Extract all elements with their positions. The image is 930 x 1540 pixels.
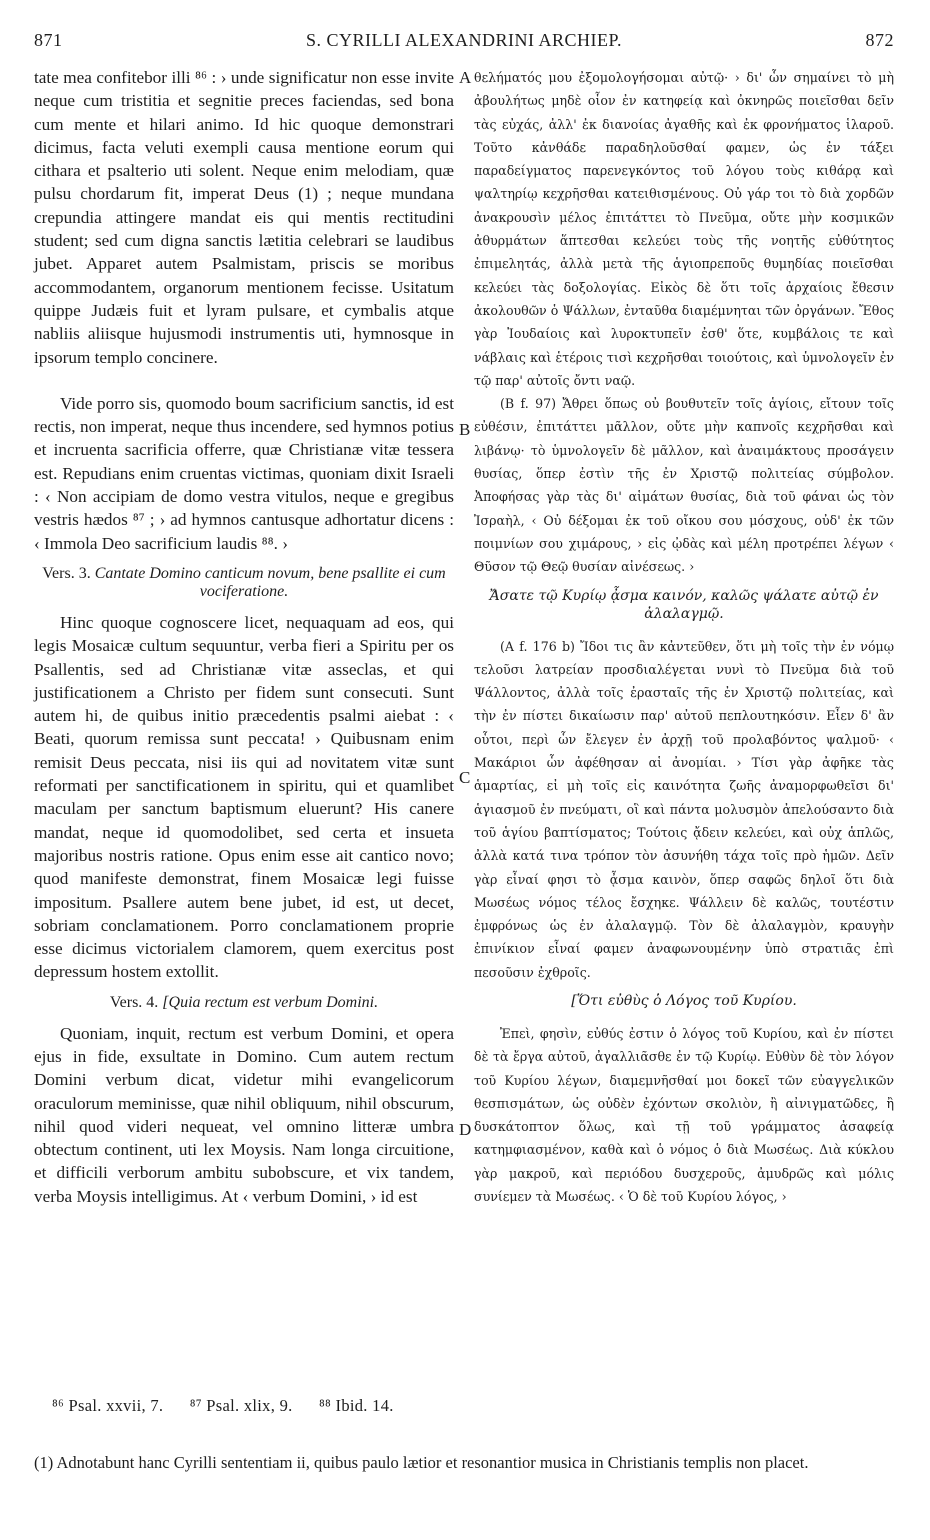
greek-paragraph-3: (A f. 176 b) Ἴδοι τις ἂν κἀντεῦθεν, ὅτι μὴ τοῖς τὴν ἐν νόμῳ τελοῦσι λατρείαν προσδιαλέγεται νυνὶ τὸ Πνεῦμα διὰ τοῦ Ψάλλοντος, ἀλλὰ τοῖς ἐρασταῖς τῆς ἐν Χριστῷ πολιτείας, καὶ τὴν ἐν πίστει δικαίωσιν παρ' αὐτοῦ πεπλουτηκόσιν. Εἶεν δ' ἂν οὗτοι, περὶ ὧν ἔλεγεν ἐν ἀρχῇ τοῦ προλαβόντος ψαλμοῦ· ‹ Μακάριοι ὧν ἀφέθησαν αἱ ἀνομίαι. › Τίσι γὰρ ἀφῆκε τὰς ἁμαρτίας, εἰ μὴ τοῖς εἰς καινότητα ζωῆς ἀναμορφωθεῖσι δι' ἁγιασμοῦ ἐν πνεύματι, οἳ καὶ πάντα μολυσμὸν ἀπελούσαντο διὰ τοῦ ἁγίου βαπτίσματος; Τούτοις ᾄδειν κελεύει, καὶ οὐχ ἁπλῶς, ἀλλὰ κατά τινα τρόπον τὸν ἀσυνήθη τάχα τοῖς πρὸ ἡμῶν. Δεῖν γὰρ εἶναί φησι τὸ ᾆσμα καινὸν, ὅπερ σαφῶς δηλοῖ ὅτι διὰ Μωσέως νόμος τέλος ἔσχηκε. Ψάλλειν δὲ καλῶς, τουτέστιν ἐμφρόνως ὡς ἐν ἀλαλαγμῷ. Τὸν δὲ ἀλαλαγμὸν, κραυγὴν ἐπινίκιον εἶναί φαμεν ἀναφωνουμένην ὑπὸ στρατιᾶς ἐπὶ πεσοῦσιν ἐχθροῖς. [474,638,894,980]
latin-paragraph-4: Quoniam, inquit, rectum est verbum Domini, et opera ejus in fide, exsultate in Domino. Cum autem rectum Domini verbum dicat, videtur mihi evangelicorum oraculorum meminisse, quæ nihil obliquum, nihil obscurum, nihil quod videri nequeat, vel omnino litteræ umbra obtectum continent, uti lex Moysis. Nam longa circuitione, et difficili verborum ambitu subobscure, et vix tandem, verba Moysis intelligimus. At ‹ verbum Domini, › id est [34,1023,454,1206]
page-number-left: 871 [34,30,63,50]
latin-column [34,66,454,1208]
greek-column [474,66,894,1208]
verse-4-text: [Quia rectum est verbum Domini. [162,993,379,1011]
latin-paragraph-1: tate mea confitebor illi ⁸⁶ : › unde significatur non esse invite neque cum tristitia et segnitie preces faciendas, sed bona cum mente et hilari animo. Id hic quoque demonstrari dicimus, facta veluti exempli causa mentione eorum qui cithara et psalterio uti solent. Neque enim melodiam, quæ pulsu chordarum fit, imperat Deus (1) ; neque mundana crepundia attingere mandat eis qui mentis rectitudini student; sed cum digna sanctis lætitia celebrari se laudibus jubet. Apparet autem Psalmistam, priscis se moribus accommodantem, organorum mentionem fecisse. Usitatum quippe Judæis fuit et lyram pulsare, et cymbalis atque nabliis aliisque hujusmodi instrumentis uti, hymnosque in ipsorum templo concinere. [34,68,454,367]
greek-paragraph-2: (B f. 97) Ἄθρει ὅπως οὐ βουθυτεῖν τοῖς ἁγίοις, εἴτουν τοῖς εὐθέσιν, ἐπιτάττει μᾶλλον, οὔτε μὴν καπνοῖς κεχρῆσθαι καὶ λιβάνῳ· τὸ ὑμνολογεῖν δὲ μᾶλλον, καὶ ἀναιμάκτους προσάγειν θυσίας, ὅπερ ἐστὶν τῆς ἐν Χριστῷ πολιτείας σύμβολον. Ἀποφήσας γὰρ τὰς δι' αἱμάτων θυσίας, διὰ τοῦ φάναι ὡς τὸν Ἰσραὴλ, ‹ Οὐ δέξομαι ἐκ τοῦ οἴκου σου μόσχους, οὐδ' ἐκ τῶν ποιμνίων σου χιμάρους, › εἰς ᾠδὰς καὶ μέλη προτρέπει λέγων ‹ Θῦσον τῷ Θεῷ θυσίαν αἰνέσεως. › [474,396,894,575]
page-number-right: 872 [865,30,894,50]
latin-paragraph-3: Hinc quoque cognoscere licet, nequaquam ad eos, qui legis Mosaicæ cultum sequuntur, verba fieri a Spiritu per os Psallentis, sed ad Christianæ vitæ asseclas, et qui justificationem a Christo per fidem sunt consecuti. Sunt autem hi, de quibus initio præcedentis psalmi aiebat : ‹ Beati, quorum remissa sunt peccata! › Quibusnam enim remisit Deus peccata, nisi iis qui ad novitatem vitæ sunt reformati per sanctificationem in spiritu, qui et quamlibet maculam per sanctum baptismum eluerunt? His canere mandat, neque id quomodolibet, sed certa et insueta majoribus nostris ratione. Opus enim esse ait cantico novo; quod manifeste demonstrat, finem Mosaicæ legi fuisse impositum. Psallere autem bene jubet, id est, ut decet, sobriam conclamationem. Porro conclamationem proprie esse dicimus victorialem clamorem, quem exercitus post depressum hostem extollit. [34,612,454,982]
verse-4-heading [34,994,454,1012]
margin-marker-a: A [459,68,472,87]
footnote-87: ⁸⁷ Psal. xlix, 9. [189,1396,293,1415]
greek-verse-3-heading: Ἄσατε τῷ Κυρίῳ ᾆσμα καινόν, καλῶς ψάλατε αὐτῷ ἐν ἀλαλαγμῷ. [489,587,879,622]
margin-marker-b: B [459,420,471,439]
footnote-88: ⁸⁸ Ibid. 14. [319,1396,394,1415]
running-header [34,30,894,58]
verse-3-label: Vers. 3. [42,564,91,582]
footnote-references [52,1396,416,1416]
greek-paragraph-1: θελήματός μου ἐξομολογήσομαι αὐτῷ· › δι' ὧν σημαίνει τὸ μὴ ἀβουλήτως μηδὲ οἷον ἐν κατηφείᾳ καὶ ὀκνηρῶς ποιεῖσθαι δεῖν τὰς εὐχάς, ἀλλ' ἐκ διανοίας ἀγαθῆς καὶ ἐκ φρονήματος ἱλαροῦ. Τοῦτο κἀνθάδε παραδηλοῦσθαί φαμεν, ὡς ἐν τάξει παραδείγματος παρενεγκόντος τοῦ λόγου τοὺς κιθάρᾳ καὶ ψαλτηρίῳ κεχρῆσθαι κατειθισμένους. Οὐ γάρ τοι τὸ διὰ χορδῶν ἀνακρουσὶν μέλος ἐπιτάττει τὸ Πνεῦμα, οὔτε μὴν κοσμικῶν ἀθυρμάτων ἅπτεσθαι κελεύει τοὺς τῆς νοητῆς εὐθύτητος ἐπιμελητάς, ἀλλὰ μετὰ τῆς ἁγιοπρεποῦς θυμηδίας ποιεῖσθαι κελεύει τὰς δοξολογίας. Εἰκὸς δὲ ὅτι τοῖς ἀρχαίοις ἔθεσιν ἀκολουθῶν ὁ Ψάλλων, ἐνταῦθα διαμέμνηται τῶν ὀργάνων. Ἔθος γὰρ Ἰουδαίοις καὶ λυροκτυπεῖν ἐσθ' ὅτε, κυμβάλοις τε καὶ νάβλαις καὶ ἑτέροις τισὶ κεχρῆσθαι τοιούτοις, καὶ ὑμνολογεῖν ἐν τῷ παρ' αὐτοῖς ὄντι ναῷ. [474,70,894,388]
margin-marker-d: D [459,1120,472,1139]
verse-3-heading [34,565,454,601]
greek-verse-4-heading: [Ὅτι εὐθὺς ὁ Λόγος τοῦ Κυρίου. [571,992,797,1009]
bottom-footnote: (1) Adnotabunt hanc Cyrilli sententiam ii, quibus paulo lætior et resonantior musica in Christianis templis non placet. [34,1452,809,1472]
margin-marker-c: C [459,768,471,787]
greek-paragraph-4: Ἐπεὶ, φησὶν, εὐθύς ἐστιν ὁ λόγος τοῦ Κυρίου, καὶ ἐν πίστει δὲ τὰ ἔργα αὐτοῦ, ἀγαλλιᾶσθε ἐν τῷ Κυρίῳ. Εὐθὺν δὲ τὸν λόγον τοῦ Κυρίου λέγων, διαμεμνῆσθαί μοι δοκεῖ τῶν εὐαγγελικῶν θεσπισμάτων, ὡς οὐδὲν ἐχόντων σκολιὸν, ἢ αἰνιγματῶδες, ἢ δυσκάτοπτον ὅλως, καὶ τῇ τοῦ γράμματος ἀσαφείᾳ κατημφιασμένον, καθὰ καὶ ὁ νόμος ὁ διὰ Μωσέως. Διὰ κύκλου γὰρ μακροῦ, καὶ περιόδου δυσχεροῦς, ἀμυδρῶς καὶ μόλις συνίεμεν τὰ Μωσέως. ‹ Ὁ δὲ τοῦ Κυρίου λόγος, › [474,1025,894,1205]
footnote-86: ⁸⁶ Psal. xxvii, 7. [52,1396,164,1415]
verse-3-text: Cantate Domino canticum novum, bene psallite ei cum vociferatione. [94,564,446,600]
latin-paragraph-2: Vide porro sis, quomodo boum sacrificium sanctis, id est rectis, non imperat, neque thus incendere, sed hymnos potius et incruenta sacrificia offerre, quæ Christianæ vitæ tessera est. Repudians enim cruentas victimas, quoniam dixit Israeli : ‹ Non accipiam de domo vestra vitulos, neque e gregibus vestris hædos ⁸⁷ ; › ad hymnos cantusque adhortatur dicens : ‹ Immola Deo sacrificium laudis ⁸⁸. › [34,393,454,553]
verse-4-label: Vers. 4. [109,993,159,1011]
running-title: S. CYRILLI ALEXANDRINI ARCHIEP. [305,30,622,50]
